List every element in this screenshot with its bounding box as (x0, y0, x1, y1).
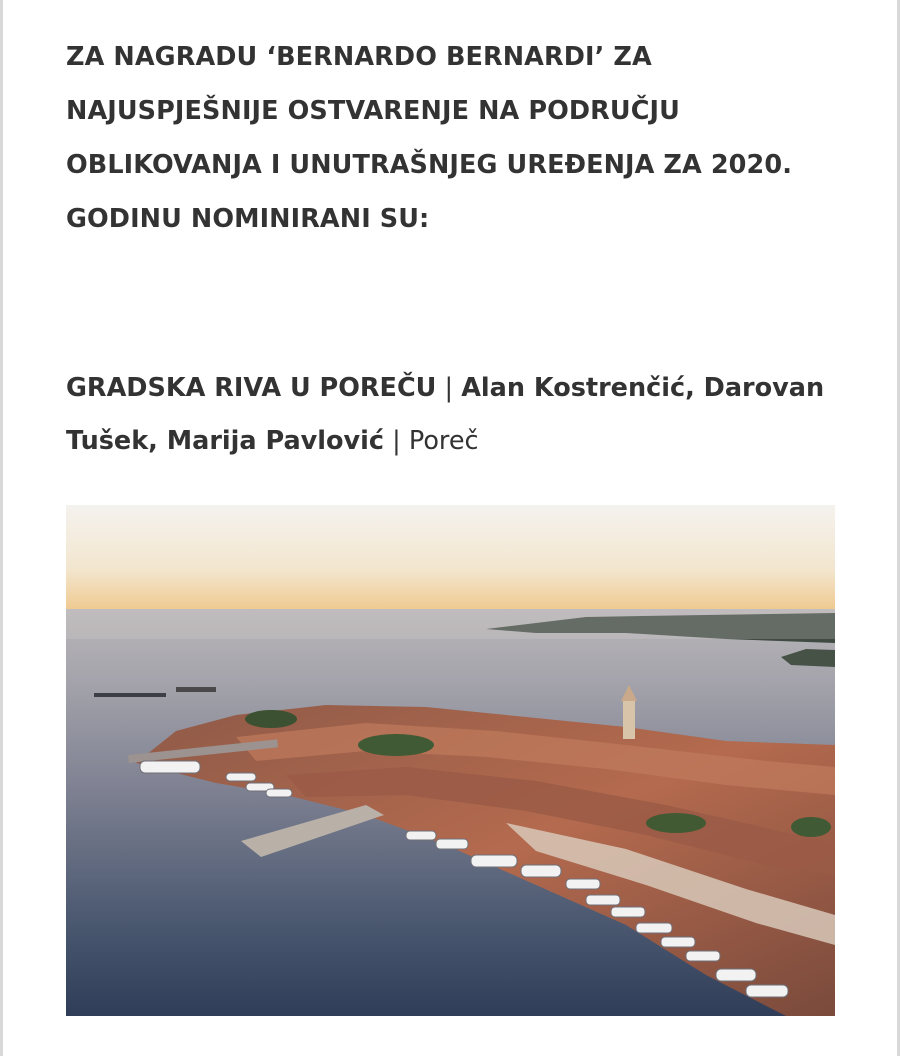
nominee-caption (66, 362, 856, 468)
nominee-separator: | (436, 373, 462, 403)
nominee-authors: Alan Kostrenčić, Darovan Tušek, Marija Pavlović (66, 373, 825, 456)
page-left-border (0, 0, 3, 1056)
nominee-project: GRADSKA RIVA U POREČU (66, 373, 437, 403)
porec-riva-aerial-photo (66, 505, 835, 1016)
award-heading: ZA NAGRADU ‘BERNARDO BERNARDI’ ZA NAJUSPJEŠNIJE OSTVARENJE NA PODRUČJU OBLIKOVANJA I UNUTRAŠNJEG UREĐENJA ZA 2020. GODINU NOMINIRANI SU: (66, 42, 792, 234)
nominee-location: Poreč (408, 426, 479, 456)
nominee-separator: | (384, 426, 409, 456)
